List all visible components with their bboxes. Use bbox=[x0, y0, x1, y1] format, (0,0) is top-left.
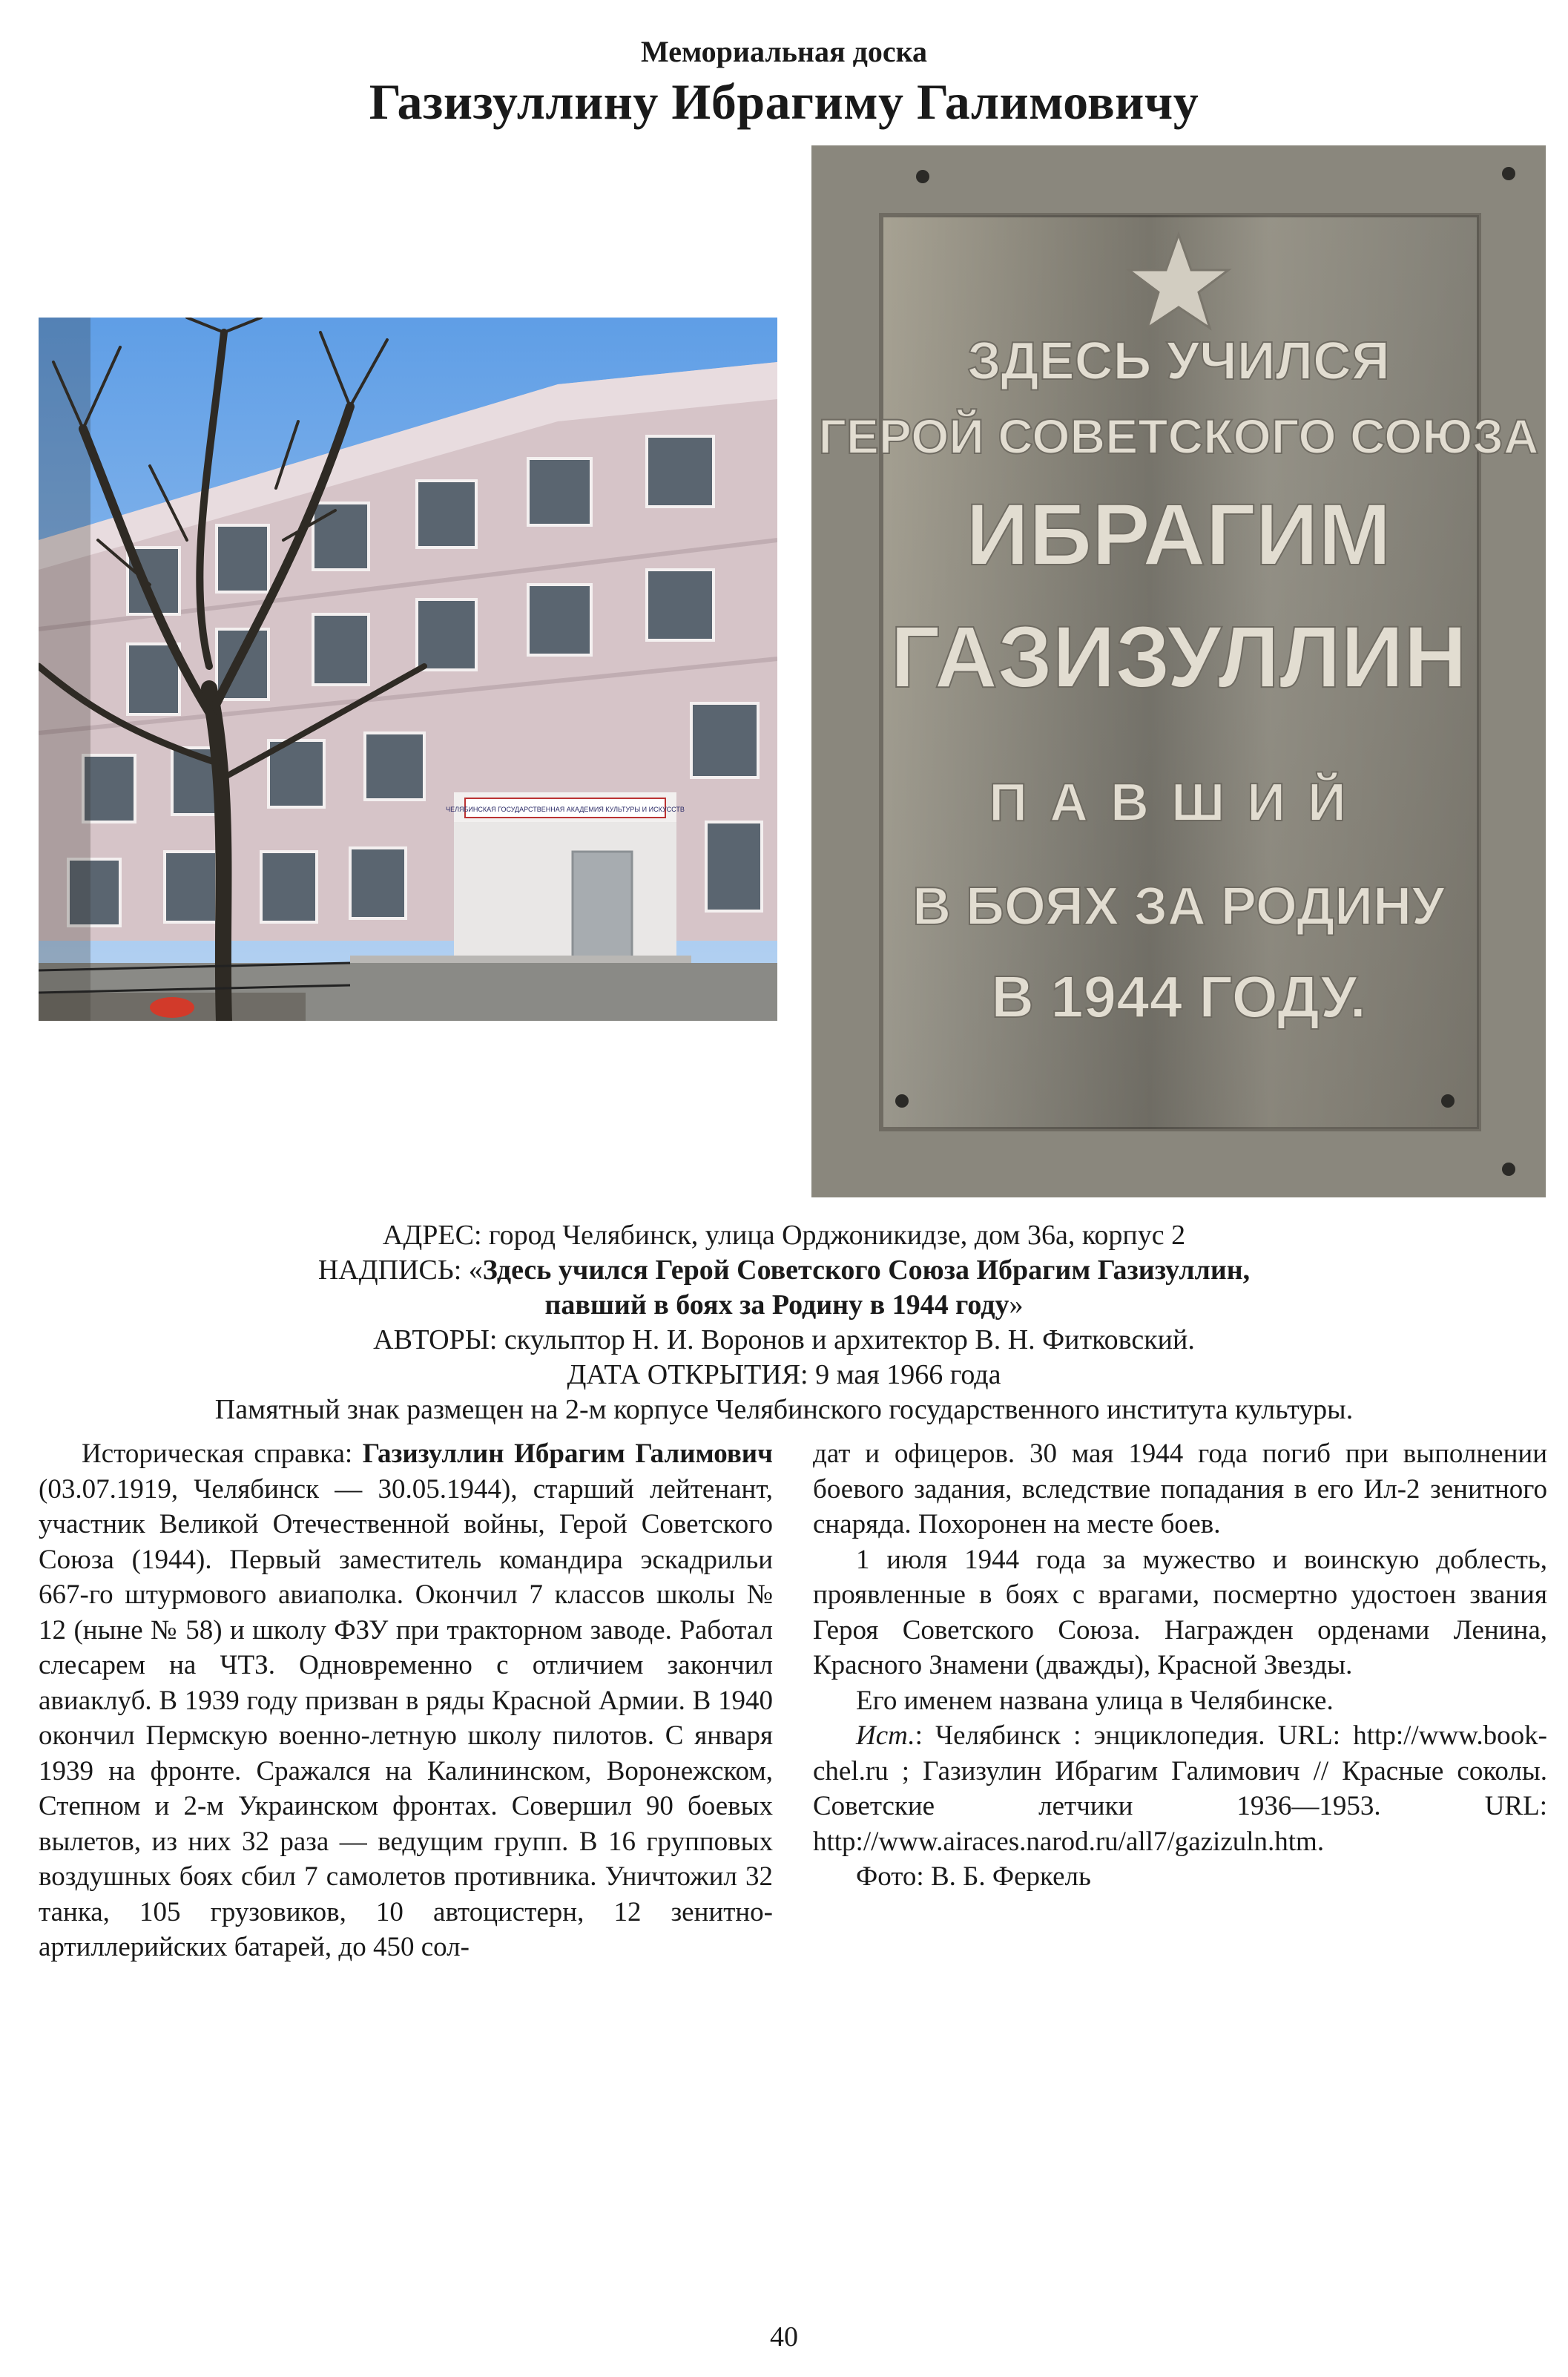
body-column-right bbox=[813, 1436, 1547, 1895]
placement-line: Памятный знак размещен на 2-м корпусе Челябинского государственного института культуры. bbox=[214, 1394, 1354, 1425]
inscription-line-2: павший в боях за Родину в 1944 году» bbox=[544, 1289, 1024, 1321]
address-line: АДРЕС: город Челябинск, улица Орджоникидзе, дом 36а, корпус 2 bbox=[382, 1220, 1186, 1251]
street-paragraph: Его именем названа улица в Челябинске. bbox=[856, 1685, 1334, 1716]
body-column-left bbox=[39, 1436, 773, 1965]
plaque-line-6: В БОЯХ ЗА РОДИНУ bbox=[912, 877, 1445, 936]
plaque-line-1: ЗДЕСЬ УЧИЛСЯ bbox=[967, 332, 1390, 391]
plaque-line-5: ПАВШИЙ bbox=[989, 773, 1368, 832]
plaque-line-2: ГЕРОЙ СОВЕТСКОГО СОЮЗА bbox=[818, 409, 1539, 464]
plaque-line-4: ГАЗИЗУЛЛИН bbox=[890, 608, 1467, 706]
monument-info bbox=[45, 1218, 1523, 1427]
plaque-photo bbox=[811, 145, 1546, 1197]
historical-note-continued: дат и офицеров. 30 мая 1944 года погиб при выполнении боевого задания, вследствие попадания в его Ил-2 зенитного снаряда. Похоронен на месте боев. bbox=[813, 1439, 1547, 1539]
photo-credit: Фото: В. Б. Феркель bbox=[856, 1861, 1091, 1892]
page-title: Газизуллину Ибрагиму Галимовичу bbox=[369, 73, 1199, 130]
banner-text: ЧЕЛЯБИНСКАЯ ГОСУДАРСТВЕННАЯ АКАДЕМИЯ КУЛЬТУРЫ И ИСКУССТВ bbox=[446, 806, 685, 813]
inscription-line: НАДПИСЬ: «Здесь учился Герой Советского Союза Ибрагим Газизуллин, bbox=[317, 1255, 1251, 1286]
sources-paragraph: Ист.: Челябинск : энциклопедия. URL: http://www.book-chel.ru ; Газизулин Ибрагим Галимович // Красные соколы. Советские летчики 1936—1953. URL: http://www.airaces.narod.ru/all7/gazizuln.htm. bbox=[813, 1720, 1547, 1857]
page-number: 40 bbox=[770, 2321, 798, 2353]
historical-note: Историческая справка: Газизуллин Ибрагим Галимович (03.07.1919, Челябинск — 30.05.1944), старший лейтенант, участник Великой Отечественной войны, Герой Советского Союза (1944). Первый заместитель командира эскадрильи 667-го штурмового авиаполка. Окончил 7 классов школы № 12 (ныне № 58) и школу ФЗУ при тракторном заводе. Работал слесарем на ЧТЗ. Одновременно с отличием закончил авиаклуб. В 1939 году призван в ряды Красной Армии. В 1940 окончил Пермскую военно-летную школу пилотов. С января 1939 на фронте. Сражался на Калининском, Воронежском, Степном и 2-м Украинском фронтах. Совершил 90 боевых вылетов, из них 32 раза — ведущим групп. В 16 групповых воздушных боях сбил 7 самолетов противника. Уничтожил 32 танка, 105 грузовиков, 10 автоцистерн, 12 зенитно-артиллерийских батарей, до 450 сол- bbox=[39, 1439, 773, 1962]
plaque-line-7: В 1944 ГОДУ. bbox=[991, 964, 1366, 1030]
opening-date-line: ДАТА ОТКРЫТИЯ: 9 мая 1966 года bbox=[567, 1359, 1001, 1390]
authors-line: АВТОРЫ: скульптор Н. И. Воронов и архитектор В. Н. Фитковский. bbox=[373, 1324, 1195, 1355]
building-photo bbox=[39, 318, 777, 1021]
page-kicker: Мемориальная доска bbox=[640, 35, 928, 68]
award-paragraph: 1 июля 1944 года за мужество и воинскую доблесть, проявленные в боях с врагами, посмертно удостоен звания Героя Советского Союза. Награжден орденами Ленина, Красного Знамени (дважды), Красной Звезды. bbox=[813, 1544, 1547, 1680]
plaque-line-3: ИБРАГИМ bbox=[966, 486, 1391, 584]
